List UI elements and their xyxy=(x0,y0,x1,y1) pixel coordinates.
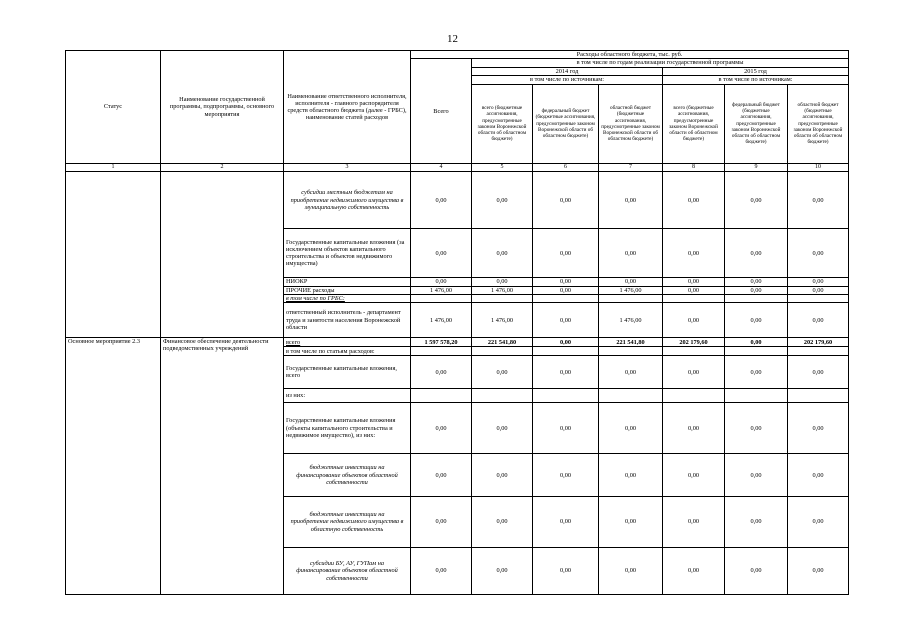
value-cell: 1 476,00 xyxy=(411,303,472,338)
column-number: 2 xyxy=(161,164,284,172)
value-cell: 0,00 xyxy=(663,172,725,229)
row-label: Государственные капитальные вложения, всего xyxy=(284,356,411,389)
value-cell: 0,00 xyxy=(663,403,725,454)
value-cell: 1 476,00 xyxy=(472,303,533,338)
program-name-cell xyxy=(161,172,284,338)
table-row xyxy=(66,338,849,347)
row-label: ответственный исполнитель - департамент труда и занятости населения Воронежской области xyxy=(284,303,411,338)
value-cell: 0,00 xyxy=(663,286,725,294)
value-cell: 0,00 xyxy=(472,454,533,497)
column-number: 4 xyxy=(411,164,472,172)
row-label: в том числе по ГРБС: xyxy=(284,294,411,302)
column-number: 8 xyxy=(663,164,725,172)
value-cell: 0,00 xyxy=(725,403,788,454)
row-label: Государственные капитальные вложения (за исключением объектов капитального строительства и объектов недвижимого имущества) xyxy=(284,229,411,278)
header-program-name: Наименование государственной программы, подпрограммы, основного мероприятия xyxy=(161,51,284,164)
value-cell: 0,00 xyxy=(533,497,599,548)
row-label: в том числе по статьям расходов: xyxy=(284,347,411,356)
value-cell: 0,00 xyxy=(725,229,788,278)
row-label: из них: xyxy=(284,388,411,402)
value-cell: 0,00 xyxy=(788,454,849,497)
value-cell: 0,00 xyxy=(725,497,788,548)
header-year-2015: 2015 год xyxy=(663,67,849,75)
value-cell: 0,00 xyxy=(472,497,533,548)
value-cell: 0,00 xyxy=(411,356,472,389)
value-cell: 1 476,00 xyxy=(599,286,663,294)
header-sources-2014: в том числе по источникам: xyxy=(472,76,663,84)
value-cell: 0,00 xyxy=(663,278,725,286)
value-cell: 0,00 xyxy=(533,338,599,347)
row-label: ПРОЧИЕ расходы xyxy=(284,286,411,294)
value-cell: 0,00 xyxy=(411,278,472,286)
header-status: Статус xyxy=(66,51,161,164)
value-cell: 0,00 xyxy=(599,356,663,389)
value-cell: 0,00 xyxy=(533,303,599,338)
row-label: бюджетные инвестиции на финансирование объектов областной собственности xyxy=(284,454,411,497)
value-cell: 0,00 xyxy=(663,356,725,389)
value-cell: 0,00 xyxy=(411,229,472,278)
value-cell: 202 179,60 xyxy=(788,338,849,347)
row-label: субсидии местным бюджетам на приобретение недвижимого имущества в муниципальную собственность xyxy=(284,172,411,229)
row-label: НИОКР xyxy=(284,278,411,286)
value-cell: 0,00 xyxy=(533,356,599,389)
value-cell: 0,00 xyxy=(663,454,725,497)
value-cell: 0,00 xyxy=(725,548,788,595)
column-number: 6 xyxy=(533,164,599,172)
value-cell: 0,00 xyxy=(725,356,788,389)
value-cell: 0,00 xyxy=(663,229,725,278)
header-total: Всего xyxy=(411,59,472,164)
value-cell: 1 476,00 xyxy=(411,286,472,294)
value-cell: 0,00 xyxy=(599,278,663,286)
status-cell xyxy=(66,172,161,338)
budget-table xyxy=(65,50,849,595)
value-cell: 1 476,00 xyxy=(599,303,663,338)
value-cell: 202 179,60 xyxy=(663,338,725,347)
header-col8: всего (бюджетные ассигнования, предусмотренные законом Воронежской области об областном бюджете) xyxy=(663,84,725,164)
header-year-2014: 2014 год xyxy=(472,67,663,75)
value-cell: 0,00 xyxy=(472,356,533,389)
header-col5: всего (бюджетные ассигнования, предусмотренные законом Воронежской области об областном бюджете) xyxy=(472,84,533,164)
value-cell: 0,00 xyxy=(725,338,788,347)
value-cell: 0,00 xyxy=(663,303,725,338)
column-number: 1 xyxy=(66,164,161,172)
program-name-cell: Финансовое обеспечение деятельности подведомственных учреждений xyxy=(161,338,284,595)
value-cell: 0,00 xyxy=(533,286,599,294)
value-cell: 0,00 xyxy=(788,497,849,548)
status-cell: Основное мероприятие 2.3 xyxy=(66,338,161,595)
value-cell: 0,00 xyxy=(725,286,788,294)
value-cell: 0,00 xyxy=(788,548,849,595)
value-cell: 0,00 xyxy=(788,229,849,278)
value-cell: 0,00 xyxy=(411,454,472,497)
header-sources-2015: в том числе по источникам: xyxy=(663,76,849,84)
value-cell: 0,00 xyxy=(599,497,663,548)
value-cell: 0,00 xyxy=(599,172,663,229)
value-cell: 221 541,80 xyxy=(599,338,663,347)
value-cell: 0,00 xyxy=(472,403,533,454)
column-number: 3 xyxy=(284,164,411,172)
value-cell: 1 597 578,20 xyxy=(411,338,472,347)
value-cell: 0,00 xyxy=(599,229,663,278)
value-cell: 0,00 xyxy=(725,454,788,497)
row-label: бюджетные инвестиции на приобретение недвижимого имущества в областную собственность xyxy=(284,497,411,548)
value-cell: 0,00 xyxy=(599,454,663,497)
value-cell: 1 476,00 xyxy=(472,286,533,294)
table-row xyxy=(66,172,849,229)
value-cell: 0,00 xyxy=(725,303,788,338)
row-label: Государственные капитальные вложения (объекты капитального строительства и недвижимое имущество), из них: xyxy=(284,403,411,454)
column-number: 9 xyxy=(725,164,788,172)
page-number: 12 xyxy=(447,33,458,45)
header-col9: федеральный бюджет (бюджетные ассигнования, предусмотренные законом Воронежской области об областном бюджете) xyxy=(725,84,788,164)
value-cell: 0,00 xyxy=(472,172,533,229)
value-cell: 0,00 xyxy=(533,548,599,595)
value-cell: 0,00 xyxy=(472,229,533,278)
value-cell: 0,00 xyxy=(599,403,663,454)
value-cell: 0,00 xyxy=(725,172,788,229)
header-expenses: Расходы областного бюджета, тыс. руб. xyxy=(411,51,849,59)
header-by-years: в том числе по годам реализации государственной программы xyxy=(472,59,849,67)
column-number: 7 xyxy=(599,164,663,172)
header-col6: федеральный бюджет (бюджетные ассигнования, предусмотренные законом Воронежской области об областном бюджете) xyxy=(533,84,599,164)
value-cell: 0,00 xyxy=(533,172,599,229)
value-cell: 0,00 xyxy=(788,356,849,389)
header-col10: областной бюджет (бюджетные ассигнования, предусмотренные законом Воронежской области об областном бюджете) xyxy=(788,84,849,164)
value-cell: 0,00 xyxy=(788,172,849,229)
column-number: 5 xyxy=(472,164,533,172)
value-cell: 0,00 xyxy=(411,497,472,548)
value-cell: 0,00 xyxy=(599,548,663,595)
header-col7: областной бюджет (бюджетные ассигнования, предусмотренные законом Воронежской области об областном бюджете) xyxy=(599,84,663,164)
value-cell: 0,00 xyxy=(411,403,472,454)
value-cell: 0,00 xyxy=(788,286,849,294)
value-cell: 0,00 xyxy=(472,278,533,286)
value-cell: 0,00 xyxy=(533,278,599,286)
value-cell: 0,00 xyxy=(788,303,849,338)
value-cell: 0,00 xyxy=(411,548,472,595)
value-cell: 0,00 xyxy=(663,497,725,548)
row-label: всего xyxy=(284,338,411,347)
value-cell: 0,00 xyxy=(533,454,599,497)
value-cell: 221 541,80 xyxy=(472,338,533,347)
row-label: субсидии БУ, АУ, ГУПам на финансирование объектов областной собственности xyxy=(284,548,411,595)
value-cell: 0,00 xyxy=(725,278,788,286)
value-cell: 0,00 xyxy=(663,548,725,595)
column-number: 10 xyxy=(788,164,849,172)
value-cell: 0,00 xyxy=(533,229,599,278)
value-cell: 0,00 xyxy=(472,548,533,595)
value-cell: 0,00 xyxy=(788,278,849,286)
value-cell: 0,00 xyxy=(788,403,849,454)
value-cell: 0,00 xyxy=(533,403,599,454)
header-executor: Наименование ответственного исполнителя, исполнителя - главного распорядителя средств областного бюджета (далее - ГРБС), наименование статей расходов xyxy=(284,51,411,164)
value-cell: 0,00 xyxy=(411,172,472,229)
